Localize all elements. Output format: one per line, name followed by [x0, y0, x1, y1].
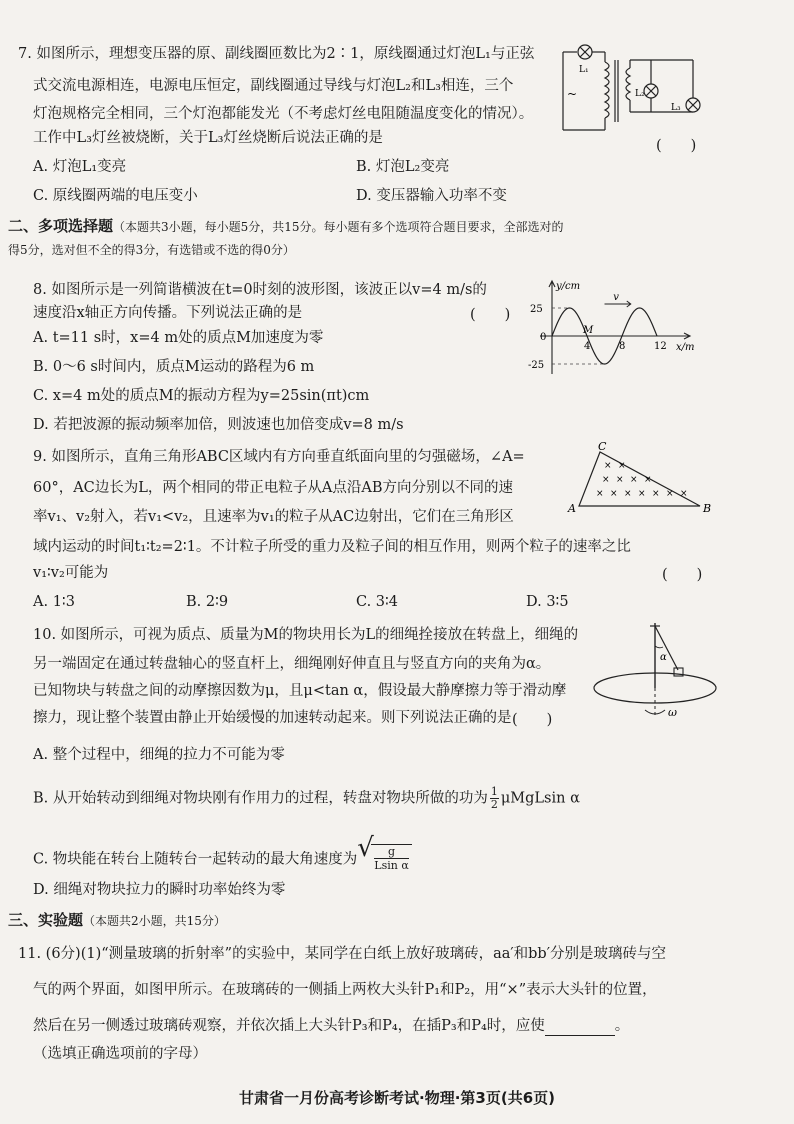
section2-note-line2: 得5分，选对但不全的得3分，有选错或不选的得0分） [8, 243, 295, 257]
section3-title: 三、实验题 [8, 911, 84, 929]
q11-line-2: 气的两个界面，如图甲所示。在玻璃砖的一侧插上两枚大头针P₁和P₂，用“×”表示大头针的位置， [33, 982, 657, 998]
q11-line-3-text: 然后在另一侧透过玻璃砖观察，并依次插上大头针P₃和P₄，在插P₃和P₄时，应使 [33, 1018, 545, 1034]
field-cross-mark: × [638, 489, 646, 499]
q10-option-b-fraction [490, 786, 499, 811]
field-cross-mark: × [630, 475, 638, 485]
q10-line-1: 10. 如图所示，可视为质点、质量为M的物块用长为L的细绳拴接放在转盘上，细绳的 [33, 627, 579, 643]
q9-label-b: B [703, 502, 712, 515]
q11-line-4: （选填正确选项前的字母） [33, 1046, 207, 1062]
q10-line-4: 擦力，现让整个装置由静止开始缓慢的加速转动起来。则下列说法正确的是 [33, 710, 512, 726]
y-axis-label: y/cm [556, 281, 581, 292]
q7-option-c: C. 原线圈两端的电压变小 [33, 188, 198, 204]
q10-option-c [33, 833, 412, 875]
y-tick-label: 0 [540, 332, 547, 343]
q10-label-alpha: α [660, 652, 667, 663]
q9-line-3: 率v₁、v₂射入，若v₁<v₂，且速率为v₁的粒子从AC边射出，它们在三角形区 [33, 509, 514, 525]
q9-label-a: A [568, 502, 576, 515]
field-cross-mark: × [644, 475, 652, 485]
q9-option-b: B. 2∶9 [186, 594, 229, 610]
field-cross-mark: × [680, 489, 688, 499]
y-tick-label: -25 [528, 360, 545, 371]
q9-label-c: C [598, 440, 607, 453]
frac-denominator: 2 [490, 798, 498, 811]
field-cross-mark: × [602, 475, 610, 485]
q9-line-5: v₁∶v₂可能为 [33, 565, 109, 581]
q7-line-2: 式交流电源相连，电源电压恒定，副线圈通过导线与灯泡L₂和L₃相连，三个 [33, 78, 514, 94]
q7-transformer-diagram [555, 40, 705, 135]
field-cross-mark: × [604, 461, 612, 471]
q8-line-2: 速度沿x轴正方向传播。下列说法正确的是 [33, 305, 303, 321]
q8-answer-paren: ( ) [470, 307, 511, 323]
x-tick-label: 4 [584, 341, 591, 352]
q7-label-l2: L₂ [635, 89, 645, 99]
q8-line-1: 8. 如图所示是一列简谐横波在t=0时刻的波形图，该波正以v=4 m/s的 [33, 282, 487, 298]
field-cross-mark: × [666, 489, 674, 499]
q7-option-d: D. 变压器输入功率不变 [356, 188, 507, 204]
q8-option-b: B. 0～6 s时间内，质点M运动的路程为6 m [33, 359, 315, 375]
field-cross-mark: × [652, 489, 660, 499]
frac-numerator: 1 [490, 785, 498, 798]
q7-line-1: 7. 如图所示，理想变压器的原、副线圈匝数比为2∶1，原线圈通过灯泡L₁与正弦 [18, 46, 535, 62]
section3-note: （本题共2小题，共15分） [83, 914, 226, 928]
q10-line-3: 已知物块与转盘之间的动摩擦因数为μ，且μ<tan α，假设最大静摩擦力等于滑动摩 [33, 683, 567, 699]
field-cross-mark: × [610, 489, 618, 499]
y-tick-label: 25 [530, 304, 543, 315]
q7-label-l3: L₃ [671, 103, 681, 113]
q8-option-c: C. x=4 m处的质点M的振动方程为y=25sin(πt)cm [33, 388, 370, 404]
sqrt-denominator: Lsin α [374, 859, 409, 872]
velocity-label: v [613, 292, 619, 303]
section3-header [8, 910, 226, 931]
q11-end-mark: 。 [614, 1018, 630, 1034]
q10-option-b [33, 786, 580, 811]
q7-label-l1: L₁ [579, 65, 589, 75]
q11-line-1: 11. (6分)(1)“测量玻璃的折射率”的实验中，某同学在白纸上放好玻璃砖，aa′和bb′分别是玻璃砖与空 [18, 946, 667, 962]
q7-ac-source-symbol: ~ [567, 87, 578, 101]
q9-option-d: D. 3∶5 [526, 594, 569, 610]
q9-line-4: 域内运动的时间t₁∶t₂=2∶1。不计粒子所受的重力及粒子间的相互作用，则两个粒子的速率之比 [33, 539, 631, 555]
q7-option-a: A. 灯泡L₁变亮 [33, 159, 127, 175]
q10-option-b-text: B. 从开始转动到细绳对物块刚有作用力的过程，转盘对物块所做的功为 [33, 790, 488, 807]
q8-wave-chart [528, 278, 713, 378]
q10-option-c-text: C. 物块能在转台上随转台一起转动的最大角速度为 [33, 851, 358, 868]
x-tick-label: 12 [654, 341, 667, 352]
point-m-label: M [583, 325, 594, 336]
section2-note-line1: （本题共3小题，每小题5分，共15分。每小题有多个选项符合题目要求，全部选对的 [113, 220, 564, 234]
q10-label-omega: ω [668, 706, 677, 719]
q10-answer-paren: ( ) [512, 712, 553, 728]
section2-header [8, 216, 564, 237]
q7-line-4: 工作中L₃灯丝被烧断，关于L₃灯丝烧断后说法正确的是 [33, 130, 383, 146]
q10-option-b-expr: μMgLsin α [500, 790, 580, 807]
q7-option-b: B. 灯泡L₂变亮 [356, 159, 450, 175]
section2-title: 二、多项选择题 [8, 217, 114, 235]
q9-option-a: A. 1∶3 [33, 594, 75, 610]
field-cross-mark: × [618, 461, 626, 471]
q8-option-d: D. 若把波源的振动频率加倍，则波速也加倍变成v=8 m/s [33, 417, 404, 433]
field-cross-mark: × [616, 475, 624, 485]
q9-line-1: 9. 如图所示，直角三角形ABC区域内有方向垂直纸面向里的匀强磁场，∠A= [33, 449, 525, 465]
q7-line-3: 灯泡规格完全相同，三个灯泡都能发光（不考虑灯丝电阻随温度变化的情况）。 [33, 106, 534, 122]
page-footer: 甘肃省一月份高考诊断考试·物理·第3页(共6页) [239, 1089, 555, 1107]
q11-line-3 [33, 1016, 629, 1036]
q9-line-2: 60°，AC边长为L，两个相同的带正电粒子从A点沿AB方向分别以不同的速 [33, 480, 513, 496]
x-axis-label: x/m [676, 342, 695, 353]
q10-turntable-diagram [590, 618, 730, 738]
x-tick-label: 8 [619, 341, 626, 352]
field-cross-mark: × [596, 489, 604, 499]
q9-option-c: C. 3∶4 [356, 594, 399, 610]
q10-option-d: D. 细绳对物块拉力的瞬时功率始终为零 [33, 882, 286, 898]
q9-answer-paren: ( ) [662, 567, 703, 583]
q8-option-a: A. t=11 s时，x=4 m处的质点M加速度为零 [33, 330, 324, 346]
q11-answer-blank[interactable] [545, 1021, 615, 1036]
q10-option-a: A. 整个过程中，细绳的拉力不可能为零 [33, 747, 285, 763]
q7-answer-paren: ( ) [656, 138, 697, 154]
sqrt-numerator: g [374, 845, 408, 859]
q10-option-c-sqrt: √ $\frac{g}{\text{Lsin α}}$ [357, 844, 411, 875]
q10-line-2: 另一端固定在通过转盘轴心的竖直杆上，细绳刚好伸直且与竖直方向的夹角为α。 [33, 656, 551, 672]
q9-triangle-diagram [562, 440, 717, 519]
field-cross-mark: × [624, 489, 632, 499]
